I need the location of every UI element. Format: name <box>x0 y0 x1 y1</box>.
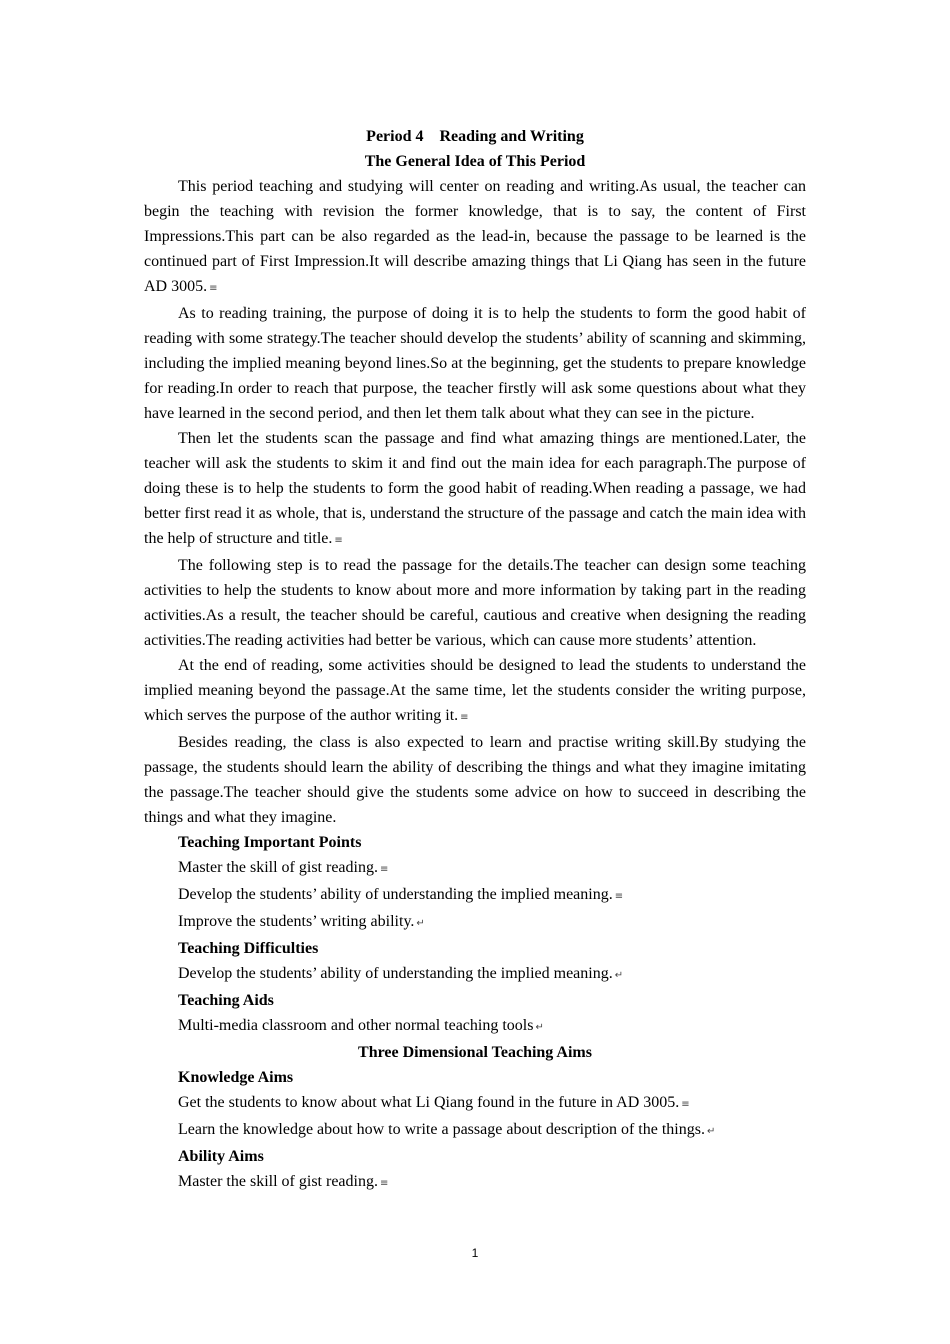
list-item: Master the skill of gist reading. ≡ <box>178 1173 389 1190</box>
return-mark-icon: ↵ <box>614 970 624 981</box>
paragraph-mark-icon: ≡ <box>460 712 469 723</box>
important-points-heading: Teaching Important Points <box>178 834 362 851</box>
paragraph: The following step is to read the passage for the details.The teacher can design some teaching activities to help the students to know about more and more information by taking part in the reading activities.As a result, the teacher should be careful, cautious and creative when designing the reading activities.The reading activities had better be various, which can cause more students’ attention. <box>144 557 806 649</box>
paragraph-mark-icon: ≡ <box>614 891 624 902</box>
paragraph: Besides reading, the class is also expected to learn and practise writing skill.By studying the passage, the students should learn the ability of describing the things and what they imagine imitating the passage.The teacher should give the students some advice on how to succeed in describing the things and what they imagine. <box>144 734 806 826</box>
list-item: Improve the students’ writing ability. ↵ <box>178 913 425 930</box>
paragraph: As to reading training, the purpose of doing it is to help the students to form the good habit of reading with some strategy.The teacher should develop the students’ ability of scanning and skimming, including the implied meaning beyond lines.So at the beginning, get the students to prepare knowledge for reading.In order to reach that purpose, the teacher firstly will ask some questions about what they have learned in the second period, and then let them talk about what they can see in the picture. <box>144 305 806 422</box>
list-item: Develop the students’ ability of understanding the implied meaning. ≡ <box>178 886 624 903</box>
page-number: 1 <box>471 1246 479 1260</box>
aims-title: Three Dimensional Teaching Aims <box>358 1044 592 1061</box>
aids-heading: Teaching Aids <box>178 992 274 1009</box>
paragraph-mark-icon: ≡ <box>379 864 389 875</box>
page-title: Period 4 Reading and Writing <box>366 128 584 145</box>
return-mark-icon: ↵ <box>706 1126 716 1137</box>
paragraph-mark-icon: ≡ <box>681 1099 690 1110</box>
paragraph-mark-icon: ≡ <box>209 283 218 294</box>
paragraph: This period teaching and studying will center on reading and writing.As usual, the teacher can begin the teaching with revision the former knowledge, that is to say, the content of First Impressions.This part can be also regarded as the lead-in, because the passage to be learned is the continued part of First Impression.It will describe amazing things that Li Qiang has seen in the future AD 3005. ≡ <box>144 178 806 295</box>
knowledge-aims-heading: Knowledge Aims <box>178 1069 294 1086</box>
list-item: Learn the knowledge about how to write a passage about description of the things. ↵ <box>178 1121 716 1138</box>
section-title: The General Idea of This Period <box>364 153 586 170</box>
paragraph-mark-icon: ≡ <box>379 1178 389 1189</box>
difficulties-heading: Teaching Difficulties <box>178 940 319 957</box>
list-item: Multi-media classroom and other normal teaching tools ↵ <box>178 1017 544 1034</box>
return-mark-icon: ↵ <box>416 918 425 929</box>
list-item: Master the skill of gist reading. ≡ <box>178 859 389 876</box>
ability-aims-heading: Ability Aims <box>178 1148 264 1165</box>
paragraph: Then let the students scan the passage and find what amazing things are mentioned.Later, the teacher will ask the students to skim it and find out the main idea for each paragraph.The purpose of doing these is to help the students to form the good habit of reading.When reading a passage, we had better first read it as whole, that is, understand the structure of the passage and catch the main idea with the help of structure and title. ≡ <box>144 430 806 547</box>
list-item: Get the students to know about what Li Qiang found in the future in AD 3005. ≡ <box>178 1094 690 1111</box>
paragraph-mark-icon: ≡ <box>334 535 343 546</box>
return-mark-icon: ↵ <box>535 1022 544 1033</box>
paragraph: At the end of reading, some activities should be designed to lead the students to understand the implied meaning beyond the passage.At the same time, let the students consider the writing purpose, which serves the purpose of the author writing it. ≡ <box>144 657 806 724</box>
document-body <box>144 124 806 1196</box>
list-item: Develop the students’ ability of understanding the implied meaning. ↵ <box>178 965 624 982</box>
